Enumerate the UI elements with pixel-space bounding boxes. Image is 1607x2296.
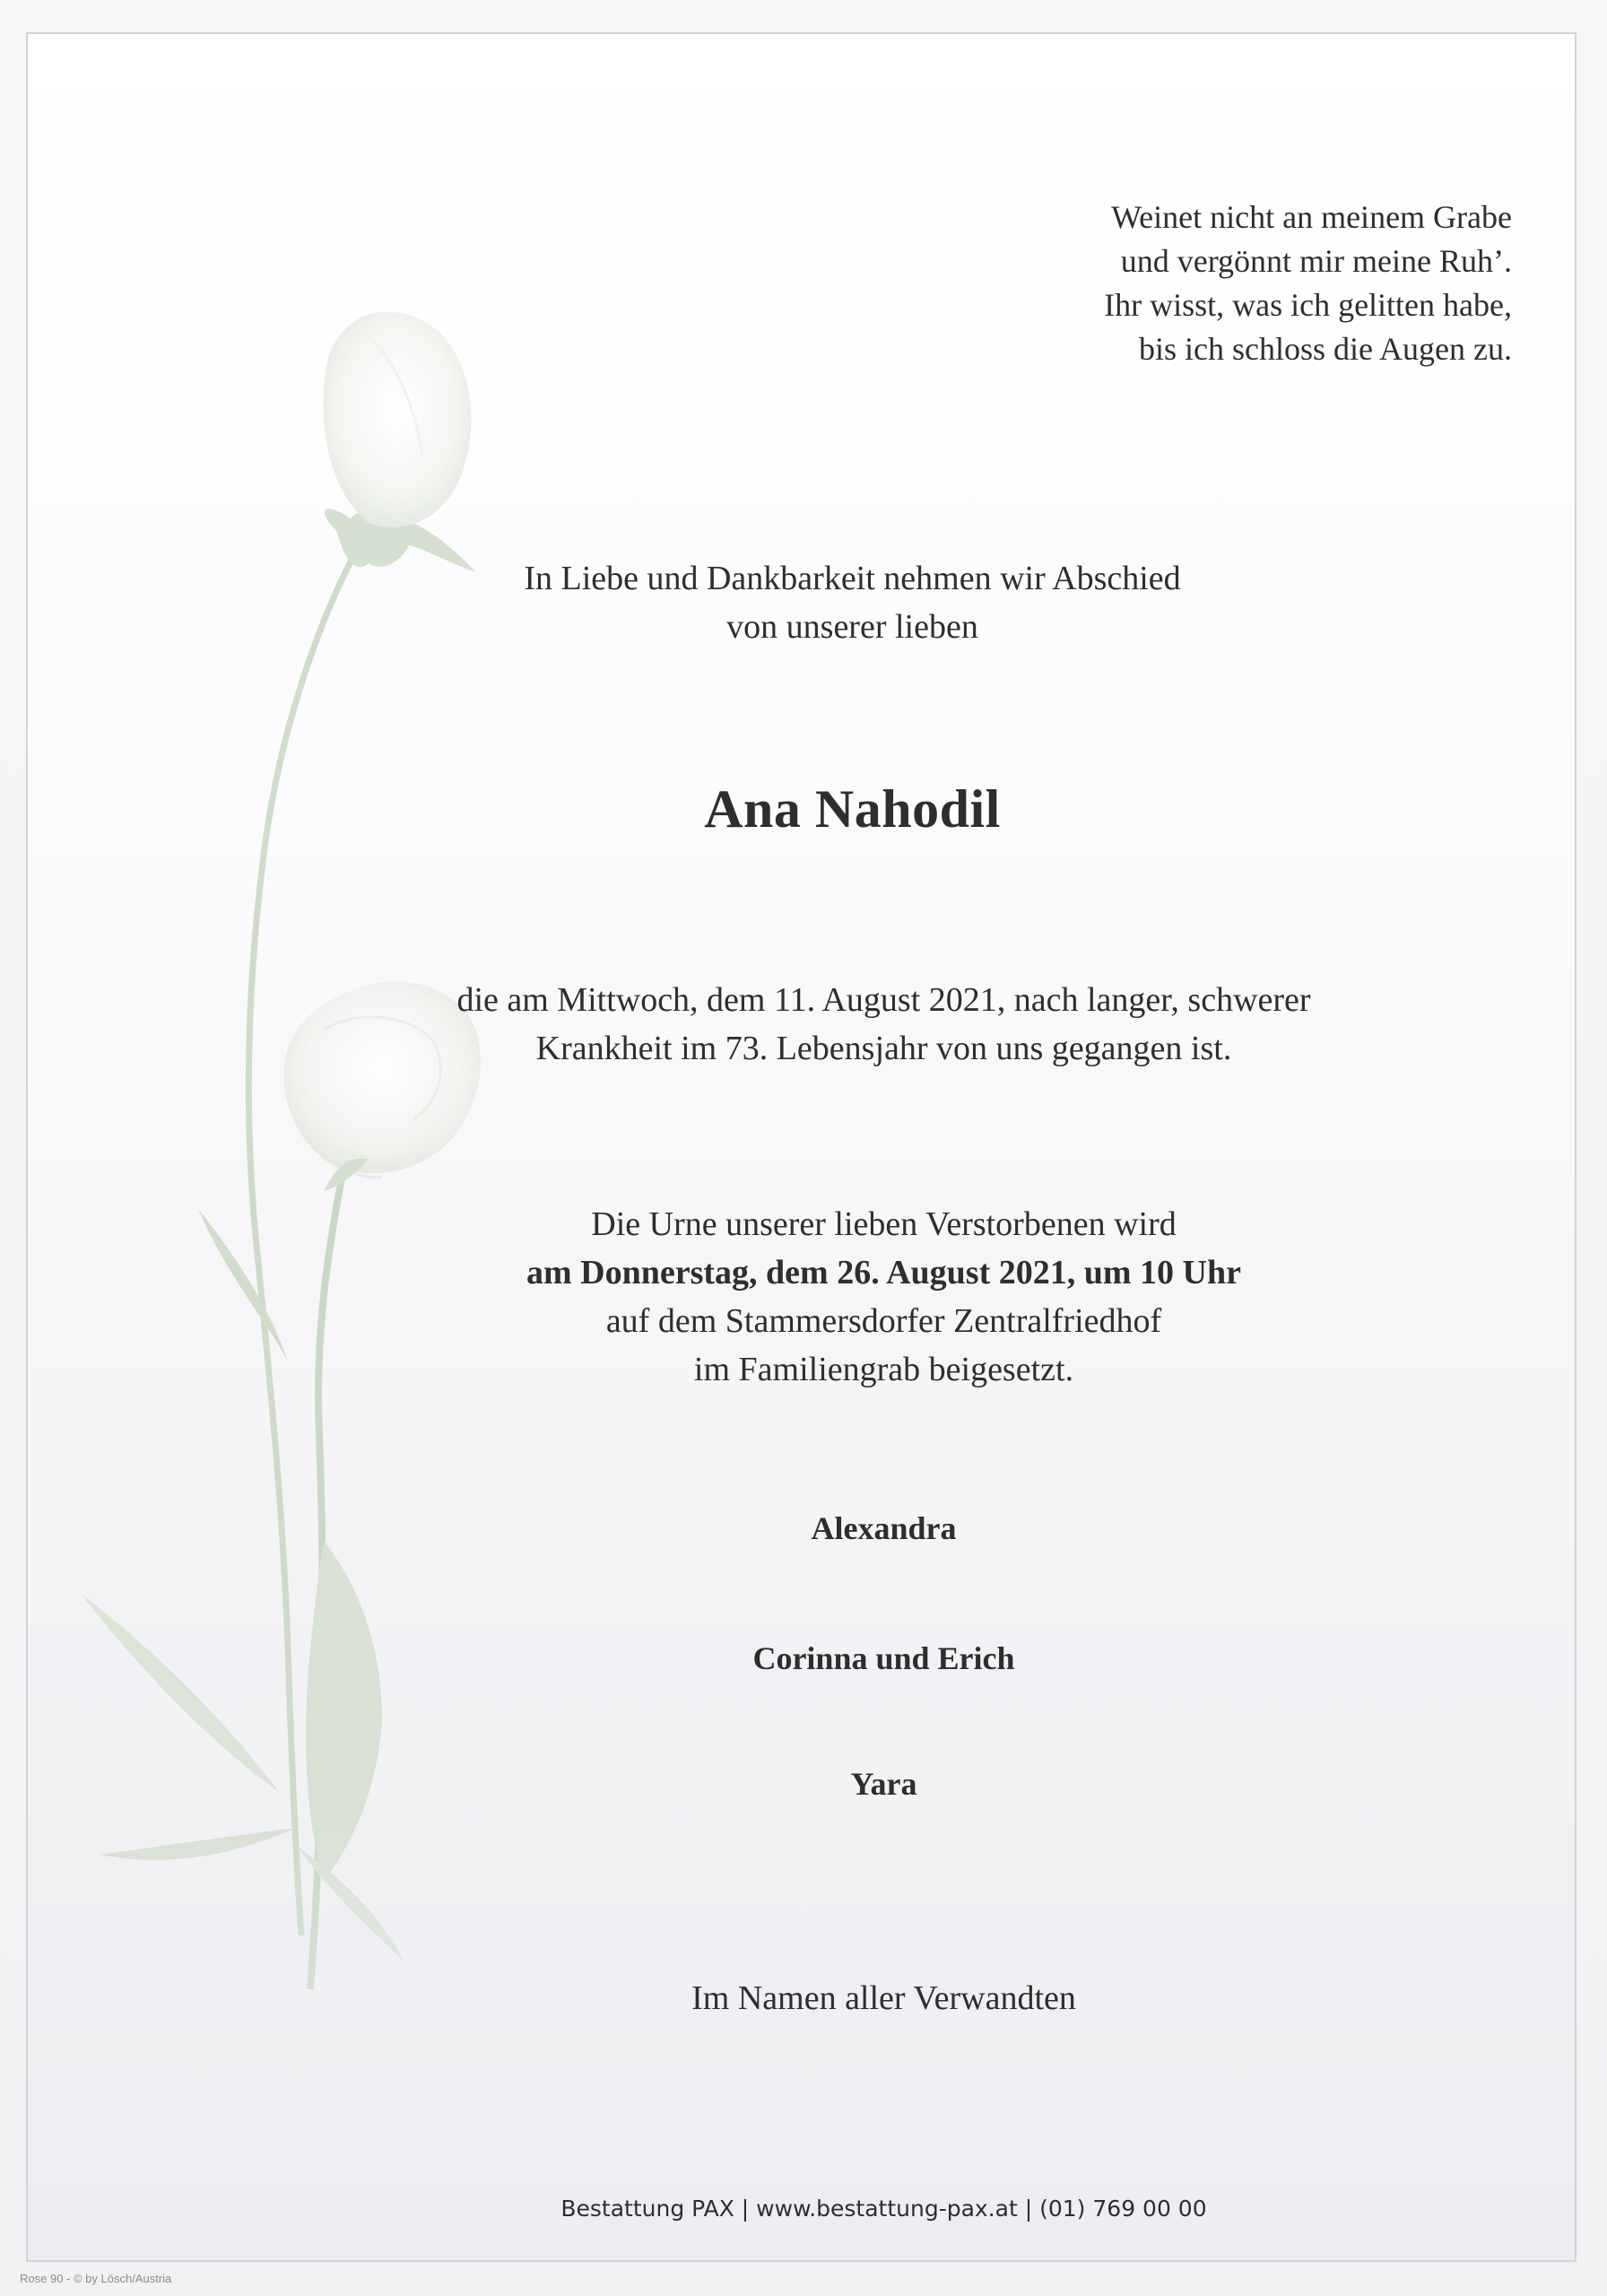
mourner-name: Corinna und Erich — [752, 1640, 1015, 1676]
burial-date: am Donnerstag, dem 26. August 2021, um 10 Uhr — [526, 1254, 1241, 1292]
obituary-card — [26, 32, 1577, 2262]
funeral-home-footer: Bestattung PAX | www.bestattung-pax.at | (01) 769 00 00 — [560, 2196, 1207, 2222]
poem-line: Weinet nicht an meinem Grabe — [1111, 199, 1512, 235]
burial-notice — [28, 1200, 1577, 1394]
poem-line: bis ich schloss die Augen zu. — [1139, 331, 1512, 367]
mourner-name: Yara — [850, 1766, 917, 1802]
death-notice-line: Krankheit im 73. Lebensjahr von uns gegangen ist. — [535, 1030, 1232, 1067]
mourner-name: Alexandra — [811, 1510, 957, 1546]
closing-line: Im Namen aller Verwandten — [691, 1979, 1076, 2017]
poem-line: und vergönnt mir meine Ruh’. — [1120, 243, 1512, 279]
death-notice-line: die am Mittwoch, dem 11. August 2021, nach langer, schwerer — [456, 981, 1311, 1019]
burial-line: auf dem Stammersdorfer Zentralfriedhof — [605, 1302, 1162, 1340]
poem-line: Ihr wisst, was ich gelitten habe, — [1104, 287, 1512, 323]
farewell-line: In Liebe und Dankbarkeit nehmen wir Abschied — [524, 560, 1181, 597]
farewell-text — [28, 554, 1577, 651]
poem — [1104, 196, 1512, 371]
image-credit: Rose 90 - © by Lösch/Austria — [20, 2272, 172, 2285]
farewell-line: von unserer lieben — [726, 608, 978, 646]
burial-line: Die Urne unserer lieben Verstorbenen wird — [591, 1205, 1177, 1243]
death-notice — [28, 976, 1577, 1073]
deceased-name: Ana Nahodil — [704, 779, 1001, 839]
burial-line: im Familiengrab beigesetzt. — [693, 1351, 1074, 1388]
